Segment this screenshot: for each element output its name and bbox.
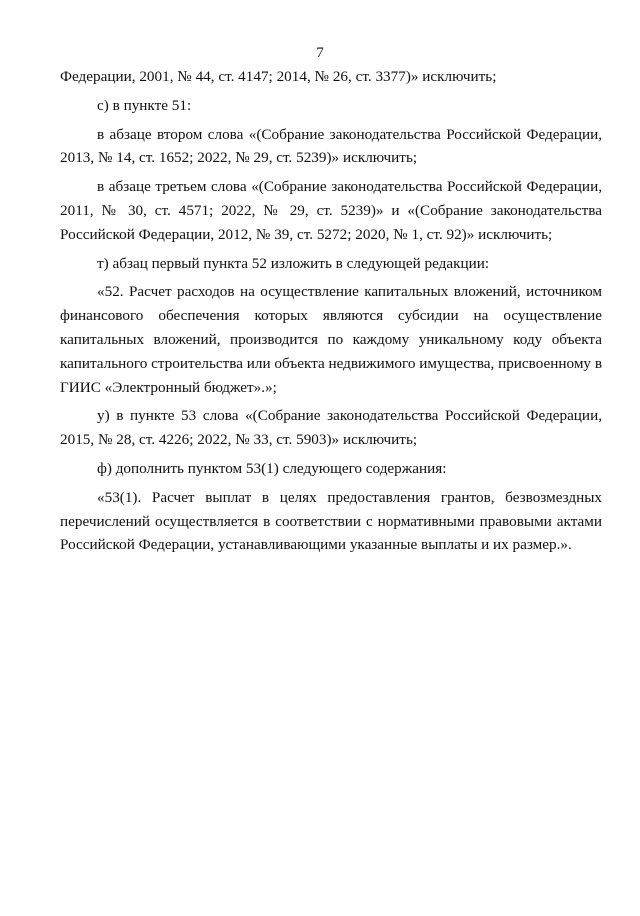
paragraph-abzac-third: в абзаце третьем слова «(Собрание законодательства Российской Федерации, 2011, № 30, ст. 4571; 2022, № 29, ст. 5239)» и «(Собрание законодательства Российской Федерации, 2012, № 39, ст. 5272; 2020, № 1, ст. 92)» исключить; bbox=[60, 178, 602, 243]
paragraph-item-t: т) абзац первый пункта 52 изложить в следующей редакции: bbox=[97, 254, 490, 272]
paragraph-item-u: у) в пункте 53 слова «(Собрание законодательства Российской Федерации, 2015, № 28, ст. 4226; 2022, № 33, ст. 5903)» исключить; bbox=[60, 407, 602, 449]
document-body bbox=[60, 65, 602, 562]
paragraph-continuation: Федерации, 2001, № 44, ст. 4147; 2014, № 26, ст. 3377)» исключить; bbox=[60, 68, 497, 85]
paragraph-item-f: ф) дополнить пунктом 53(1) следующего содержания: bbox=[97, 459, 447, 477]
paragraph-abzac-second: в абзаце втором слова «(Собрание законодательства Российской Федерации, 2013, № 14, ст. 1652; 2022, № 29, ст. 5239)» исключить; bbox=[60, 125, 602, 167]
page-number: 7 bbox=[316, 45, 324, 61]
paragraph-quote-52: «52. Расчет расходов на осуществление капитальных вложений, источником финансового обеспечения которых являются субсидии на осуществление капитальных вложений, производится по каждому уникальному коду объекта капитального строительства или объекта недвижимого имущества, присвоенному в ГИИС «Электронный бюджет».»; bbox=[60, 283, 602, 396]
paragraph-quote-53-1: «53(1). Расчет выплат в целях предоставления грантов, безвозмездных перечислений осуществляется в соответствии с нормативными правовыми актами Российской Федерации, устанавливающими указанные выплаты и их размер.». bbox=[60, 488, 602, 554]
paragraph-item-s: с) в пункте 51: bbox=[97, 96, 192, 114]
